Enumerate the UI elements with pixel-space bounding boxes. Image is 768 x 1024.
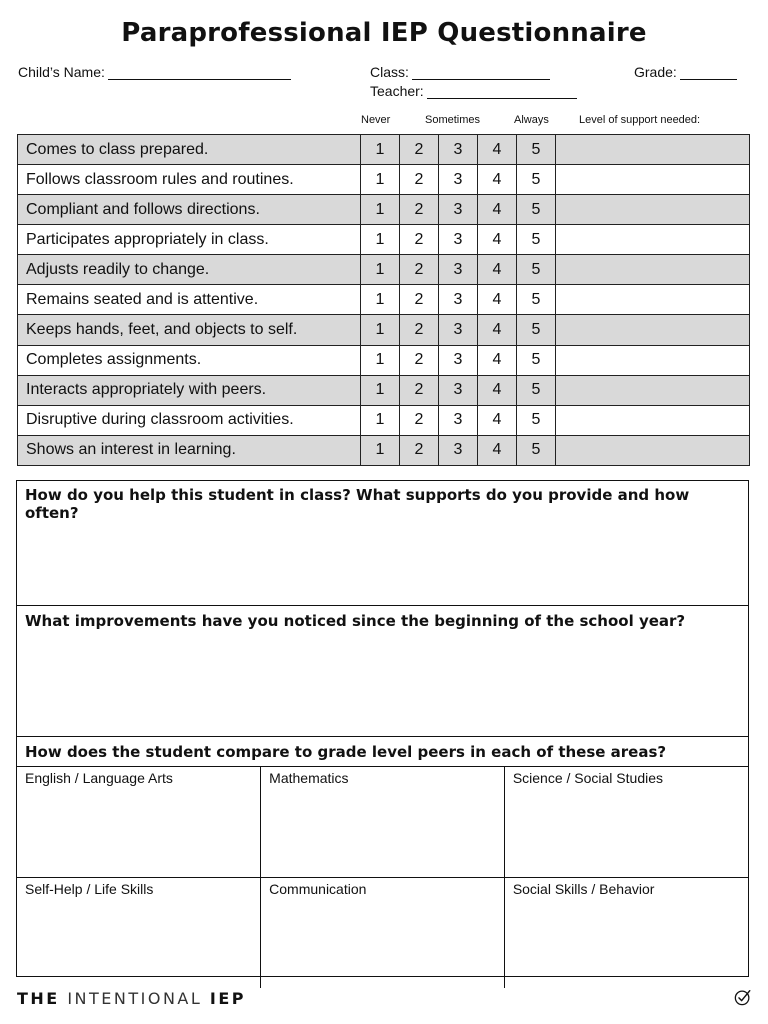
rating-option[interactable]: 1 xyxy=(361,435,400,465)
class-field[interactable] xyxy=(370,64,550,80)
area-label: Mathematics xyxy=(269,770,349,786)
rating-option[interactable]: 2 xyxy=(400,135,439,165)
area-cell[interactable] xyxy=(261,767,505,878)
rating-option[interactable]: 5 xyxy=(517,315,556,345)
rating-option[interactable]: 1 xyxy=(361,135,400,165)
area-cell[interactable] xyxy=(504,878,748,989)
rating-option[interactable]: 1 xyxy=(361,225,400,255)
support-needed-cell[interactable] xyxy=(556,135,750,165)
rating-option[interactable]: 5 xyxy=(517,435,556,465)
rating-option[interactable]: 1 xyxy=(361,315,400,345)
support-needed-cell[interactable] xyxy=(556,285,750,315)
divider xyxy=(17,605,748,606)
rating-item-label: Adjusts readily to change. xyxy=(18,255,361,285)
brand-iep: IEP xyxy=(209,989,246,1008)
rating-row xyxy=(18,195,750,225)
rating-option[interactable]: 1 xyxy=(361,195,400,225)
rating-option[interactable]: 3 xyxy=(439,285,478,315)
rating-option[interactable]: 4 xyxy=(478,375,517,405)
rating-option[interactable]: 2 xyxy=(400,405,439,435)
rating-item-label: Completes assignments. xyxy=(18,345,361,375)
scale-always-label: Always xyxy=(514,114,549,126)
rating-option[interactable]: 3 xyxy=(439,375,478,405)
support-needed-cell[interactable] xyxy=(556,165,750,195)
area-cell[interactable] xyxy=(17,767,261,878)
teacher-blank[interactable] xyxy=(427,84,577,99)
brand-intentional: INTENTIONAL xyxy=(67,989,203,1008)
support-needed-cell[interactable] xyxy=(556,195,750,225)
areas-grid xyxy=(17,767,748,988)
rating-row xyxy=(18,255,750,285)
rating-item-label: Disruptive during classroom activities. xyxy=(18,405,361,435)
rating-row xyxy=(18,165,750,195)
rating-option[interactable]: 5 xyxy=(517,195,556,225)
support-needed-cell[interactable] xyxy=(556,375,750,405)
rating-option[interactable]: 2 xyxy=(400,375,439,405)
rating-option[interactable]: 3 xyxy=(439,255,478,285)
rating-item-label: Compliant and follows directions. xyxy=(18,195,361,225)
rating-option[interactable]: 2 xyxy=(400,195,439,225)
rating-row xyxy=(18,135,750,165)
rating-item-label: Interacts appropriately with peers. xyxy=(18,375,361,405)
rating-option[interactable]: 2 xyxy=(400,225,439,255)
rating-option[interactable]: 1 xyxy=(361,375,400,405)
rating-option[interactable]: 2 xyxy=(400,285,439,315)
support-needed-cell[interactable] xyxy=(556,225,750,255)
area-label: Science / Social Studies xyxy=(512,770,664,786)
area-label: English / Language Arts xyxy=(25,770,173,786)
support-needed-cell[interactable] xyxy=(556,405,750,435)
rating-option[interactable]: 5 xyxy=(517,135,556,165)
support-needed-cell[interactable] xyxy=(556,435,750,465)
page-title: Paraprofessional IEP Questionnaire xyxy=(121,18,647,48)
rating-option[interactable]: 5 xyxy=(517,375,556,405)
rating-row xyxy=(18,375,750,405)
rating-row xyxy=(18,435,750,465)
rating-option[interactable]: 4 xyxy=(478,405,517,435)
rating-option[interactable]: 5 xyxy=(517,405,556,435)
rating-option[interactable]: 5 xyxy=(517,255,556,285)
rating-option[interactable]: 5 xyxy=(517,225,556,255)
divider xyxy=(17,736,748,737)
rating-option[interactable]: 1 xyxy=(361,165,400,195)
rating-item-label: Participates appropriately in class. xyxy=(18,225,361,255)
rating-option[interactable]: 4 xyxy=(478,285,517,315)
questions-box xyxy=(16,480,749,977)
rating-option[interactable]: 3 xyxy=(439,225,478,255)
rating-option[interactable]: 2 xyxy=(400,255,439,285)
scale-never-label: Never xyxy=(361,114,391,126)
rating-option[interactable]: 2 xyxy=(400,435,439,465)
rating-option[interactable]: 5 xyxy=(517,345,556,375)
rating-option[interactable]: 1 xyxy=(361,255,400,285)
area-cell[interactable] xyxy=(17,878,261,989)
teacher-label: Teacher: xyxy=(370,83,424,99)
support-needed-cell[interactable] xyxy=(556,255,750,285)
rating-option[interactable]: 3 xyxy=(439,405,478,435)
area-label: Social Skills / Behavior xyxy=(512,881,655,897)
grade-field[interactable] xyxy=(634,64,737,80)
rating-option[interactable]: 4 xyxy=(478,135,517,165)
rating-option[interactable]: 3 xyxy=(439,345,478,375)
rating-option[interactable]: 3 xyxy=(439,435,478,465)
rating-option[interactable]: 4 xyxy=(478,315,517,345)
rating-option[interactable]: 4 xyxy=(478,345,517,375)
child-name-field[interactable] xyxy=(18,64,291,80)
rating-option[interactable]: 2 xyxy=(400,315,439,345)
rating-option[interactable]: 3 xyxy=(439,165,478,195)
rating-option[interactable]: 4 xyxy=(478,195,517,225)
rating-option[interactable]: 3 xyxy=(439,315,478,345)
rating-option[interactable]: 1 xyxy=(361,285,400,315)
grade-label: Grade: xyxy=(634,64,677,80)
question-grade-comparison: How does the student compare to grade level peers in each of these areas? xyxy=(25,743,667,761)
question-improvements: What improvements have you noticed since the beginning of the school year? xyxy=(25,612,686,630)
rating-option[interactable]: 3 xyxy=(439,195,478,225)
rating-option[interactable]: 2 xyxy=(400,345,439,375)
rating-option[interactable]: 5 xyxy=(517,165,556,195)
grade-blank[interactable] xyxy=(680,65,737,80)
area-cell[interactable] xyxy=(261,878,505,989)
rating-option[interactable]: 4 xyxy=(478,165,517,195)
rating-option[interactable]: 4 xyxy=(478,435,517,465)
support-needed-cell[interactable] xyxy=(556,315,750,345)
question-supports: How do you help this student in class? What supports do you provide and how often? xyxy=(25,486,690,522)
class-blank[interactable] xyxy=(412,65,550,80)
rating-option[interactable]: 1 xyxy=(361,345,400,375)
rating-row xyxy=(18,225,750,255)
child-name-blank[interactable] xyxy=(108,65,291,80)
rating-row xyxy=(18,285,750,315)
area-label: Communication xyxy=(269,881,367,897)
teacher-field[interactable] xyxy=(370,83,577,99)
brand-logo xyxy=(17,989,246,1008)
rating-item-label: Follows classroom rules and routines. xyxy=(18,165,361,195)
rating-item-label: Shows an interest in learning. xyxy=(18,435,361,465)
rating-row xyxy=(18,345,750,375)
rating-option[interactable]: 4 xyxy=(478,225,517,255)
rating-option[interactable]: 3 xyxy=(439,135,478,165)
rating-option[interactable]: 1 xyxy=(361,405,400,435)
class-label: Class: xyxy=(370,64,409,80)
rating-row xyxy=(18,405,750,435)
check-circle-icon xyxy=(734,988,752,1006)
brand-the: THE xyxy=(17,989,60,1008)
rating-item-label: Keeps hands, feet, and objects to self. xyxy=(18,315,361,345)
area-label: Self-Help / Life Skills xyxy=(25,881,154,897)
scale-sometimes-label: Sometimes xyxy=(425,114,481,126)
rating-item-label: Comes to class prepared. xyxy=(18,135,361,165)
rating-option[interactable]: 5 xyxy=(517,285,556,315)
child-name-label: Child’s Name: xyxy=(18,64,105,80)
rating-option[interactable]: 2 xyxy=(400,165,439,195)
rating-table xyxy=(17,134,750,466)
support-needed-label: Level of support needed: xyxy=(579,114,701,126)
area-cell[interactable] xyxy=(504,767,748,878)
rating-item-label: Remains seated and is attentive. xyxy=(18,285,361,315)
rating-option[interactable]: 4 xyxy=(478,255,517,285)
rating-row xyxy=(18,315,750,345)
support-needed-cell[interactable] xyxy=(556,345,750,375)
